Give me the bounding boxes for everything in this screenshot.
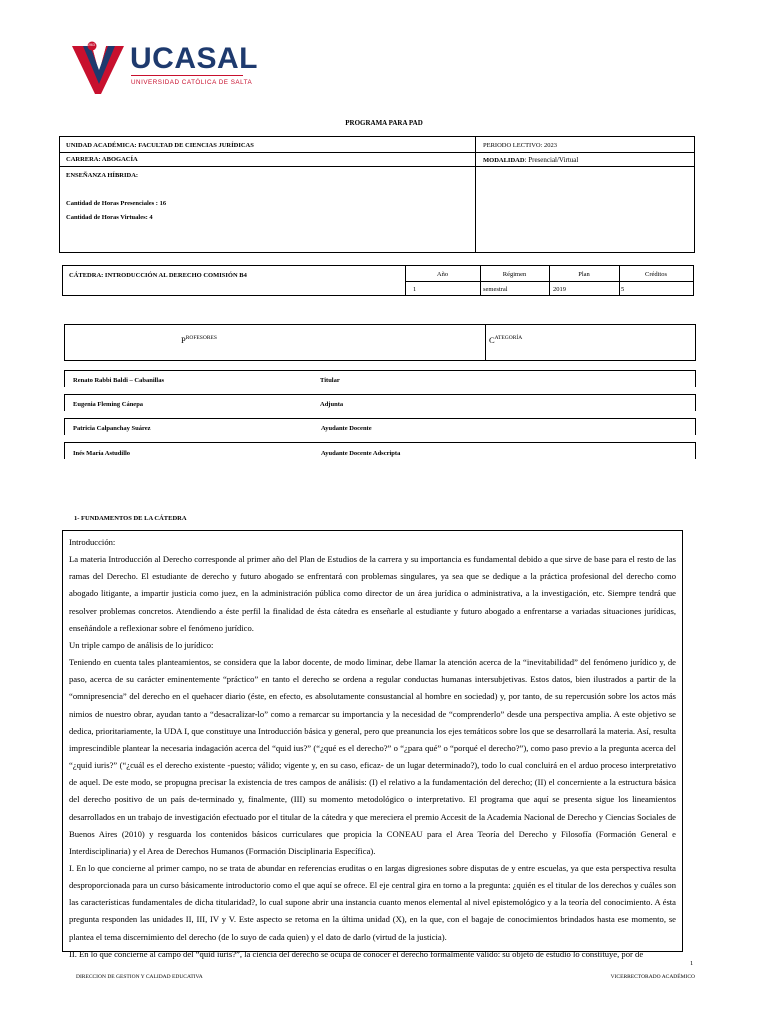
profesores-header bbox=[64, 324, 696, 361]
logo-brand: UCASAL bbox=[130, 42, 258, 75]
header-table bbox=[59, 136, 695, 253]
catedra-header-ano: Año bbox=[436, 271, 449, 278]
ensenanza-hibrida: ENSEÑANZA HÍBRIDA: bbox=[66, 172, 139, 179]
body-paragraph: Un triple campo de análisis de lo jurídico: bbox=[69, 639, 214, 650]
section-title: 1- FUNDAMENTOS DE LA CÁTEDRA bbox=[74, 515, 187, 522]
profesores-cap: P bbox=[181, 335, 186, 345]
categoria-rest: ATEGORÍA bbox=[494, 335, 523, 341]
profesores-rest: ROFESORES bbox=[185, 335, 217, 341]
page-number: 1 bbox=[690, 960, 694, 967]
shield-v-icon bbox=[70, 40, 126, 96]
catedra-table bbox=[62, 265, 694, 296]
body-paragraph: Teniendo en cuenta tales planteamientos, se considera que la labor docente, de modo liminar, debe llamar la atención acerca de la “inevitabilidad” del fenómeno jurídico y, de paso, acerca de su carácter eminentemente “práctico” en tanto el derecho se ordena a regular conductas humanas intersubjetivas. Estos datos, bien ilustrados a partir de la “omnipresencia” del derecho en el quehacer diario (éste, en efecto, es absolutamente consustancial al hombre en sociedad) y, por tanto, de su repercusión sobre los actos más nimios de nuestro obrar, ayudan tanto a “desacralizar-lo” como a remarcar su importancia y la necesidad de “comprenderlo” desde una perspectiva amplia. A este objetivo se dedica, prioritariamente, la UDA I, que constituye una Introducción básica y general, pero que preanuncia los ejes temáticos sobre los que se desarrollará la materia. Así, resulta imprescindible plantear la necesaria indagación acerca del “quid ius?” (“¿qué es el derecho?” o “¿para qué” o “porqué el derecho?”), como paso previo a la pregunta acerca del “¿quid iuris?” (“¿cuál es el derecho existente -puesto; válido; vigente y, en su caso, eficaz- de un lugar determinado?), todo lo cual concluirá en el arduo proceso interpretativo de aquel. De este modo, se propugna precisar la existencia de tres campos de análisis: (I) el relativo a la fundamentación del derecho; (II) el concerniente a la estructura básica del derecho positivo de un país de-terminado y, finalmente, (III) su momento metodológico o interpretativo. El programa que aquí se presenta sigue los lineamientos desarrollados en un trabajo de investigación efectuado por el titular de la cátedra y que mereciera el premio Accesit de la Academia Nacional de Derecho y Ciencias Sociales de Buenos Aires (2010) y resguarda los contenidos básicos curriculares que propicia la CONEAU para el Area Teoría del Derecho y Filosofía (Formación General e Interdisciplinaria) y el Area de Derechos Humanos (Formación Disciplinaria Específica). bbox=[69, 657, 676, 856]
logo-subtitle: UNIVERSIDAD CATÓLICA DE SALTA bbox=[131, 79, 253, 86]
profesor-name: Inés María Astudillo bbox=[73, 450, 131, 457]
profesor-role: Ayudante Docente Adscripta bbox=[321, 450, 401, 457]
periodo-lectivo: PERIODO LECTIVO: 2023 bbox=[483, 142, 558, 149]
profesor-name: Patricia Calpanchay Suárez bbox=[73, 425, 151, 432]
horas-virtuales: Cantidad de Horas Virtuales: 4 bbox=[66, 214, 153, 221]
categoria-cap: C bbox=[489, 335, 495, 345]
profesores-label bbox=[181, 335, 217, 345]
categoria-label bbox=[489, 335, 522, 345]
modalidad-value: : Presencial/Virtual bbox=[524, 156, 579, 164]
profesor-role: Titular bbox=[320, 377, 340, 384]
profesor-row bbox=[64, 370, 696, 387]
body-paragraph: Introducción: bbox=[69, 537, 116, 547]
body-paragraph: I. En lo que concierne al primer campo, no se trata de abundar en referencias eruditas o en largas digresiones sobre disputas de y entre escuelas, ya que esta perspectiva resulta desproporcionada para un curso básicamente introductorio como el que aquí se ofrece. El eje central gira en torno a la pregunta: ¿quién es el titular de los derechos y cuáles son las características fundamentales de dicha titularidad?, lo cual supone abrir una instancia cuanto menos elemental al nivel epistemológico y a la teoría del conocimiento. A ésta pregunta responden las unidades II, III, IV y V. Este aspecto se retoma en la última unidad (X), en la que, con el bagaje de conocimientos brindados hasta ese momento, se plantea el tema discernimiento del derecho (de lo suyo de cada quien) y el dato de darlo (virtud de la justicia). bbox=[69, 862, 676, 942]
carrera: CARRERA: ABOGACÍA bbox=[66, 156, 138, 163]
unidad-academica: UNIDAD ACADÉMICA: FACULTAD DE CIENCIAS JURÍDICAS bbox=[66, 142, 254, 149]
catedra-value-creditos: 5 bbox=[621, 286, 625, 293]
body-paragraph: La materia Introducción al Derecho corresponde al primer año del Plan de Estudios de la carrera y su importancia es fundamental debido a que sirve de base para el resto de las ramas del Derecho. El estudiante de derecho y futuro abogado se enfrentará con problemas singulares, ya sea que se dedique a la práctica profesional del derecho como abogado litigante, a impartir justicia como juez, en la administración pública como director de un área jurídica o administrativa, a la investigación, etc. Siempre tendrá que resolver problemas concretos. Atendiendo a éste perfil la finalidad de ésta cátedra es enseñarle al estudiante y futuro abogado a enfrentarse a variadas situaciones jurídicas, enseñándole a reflexionar sobre el fenómeno jurídico. bbox=[69, 554, 676, 633]
logo-rule bbox=[131, 75, 243, 76]
footer-right: VICERRECTORADO ACADÉMICO bbox=[610, 974, 695, 980]
catedra-value-ano: 1 bbox=[413, 286, 417, 293]
profesor-name: Renato Rabbi Baldi – Cabanillas bbox=[73, 377, 165, 384]
modalidad bbox=[483, 156, 578, 164]
profesor-row bbox=[64, 394, 696, 411]
horas-presenciales: Cantidad de Horas Presenciales : 16 bbox=[66, 200, 167, 207]
profesor-row bbox=[64, 442, 696, 459]
catedra-value-regimen: semestral bbox=[483, 286, 508, 293]
catedra-name: CÁTEDRA: INTRODUCCIÓN AL DERECHO COMISIÓN B4 bbox=[69, 272, 247, 279]
body-paragraph: II. En lo que concierne al campo del “quid iuris?”, la ciencia del derecho se ocupa de conocer el derecho formalmente válido: su objeto de estudio lo constituye, por de bbox=[69, 948, 644, 959]
profesor-name: Eugenia Fleming Cánepa bbox=[73, 401, 144, 408]
catedra-header-creditos: Créditos bbox=[644, 271, 668, 278]
logo-badge: 1963 bbox=[87, 43, 95, 47]
footer-left: DIRECCION DE GESTION Y CALIDAD EDUCATIVA bbox=[76, 974, 203, 980]
profesor-role: Ayudante Docente bbox=[321, 425, 372, 432]
catedra-header-regimen: Régimen bbox=[502, 271, 527, 278]
profesor-row bbox=[64, 418, 696, 435]
catedra-header-plan: Plan bbox=[578, 271, 590, 278]
ucasal-logo bbox=[70, 40, 260, 96]
fundamentos-text bbox=[62, 530, 683, 959]
catedra-value-plan: 2019 bbox=[553, 286, 566, 293]
modalidad-label: MODALIDAD bbox=[483, 157, 525, 164]
profesor-role: Adjunta bbox=[320, 401, 344, 408]
page-title: PROGRAMA PARA PAD bbox=[345, 119, 423, 127]
